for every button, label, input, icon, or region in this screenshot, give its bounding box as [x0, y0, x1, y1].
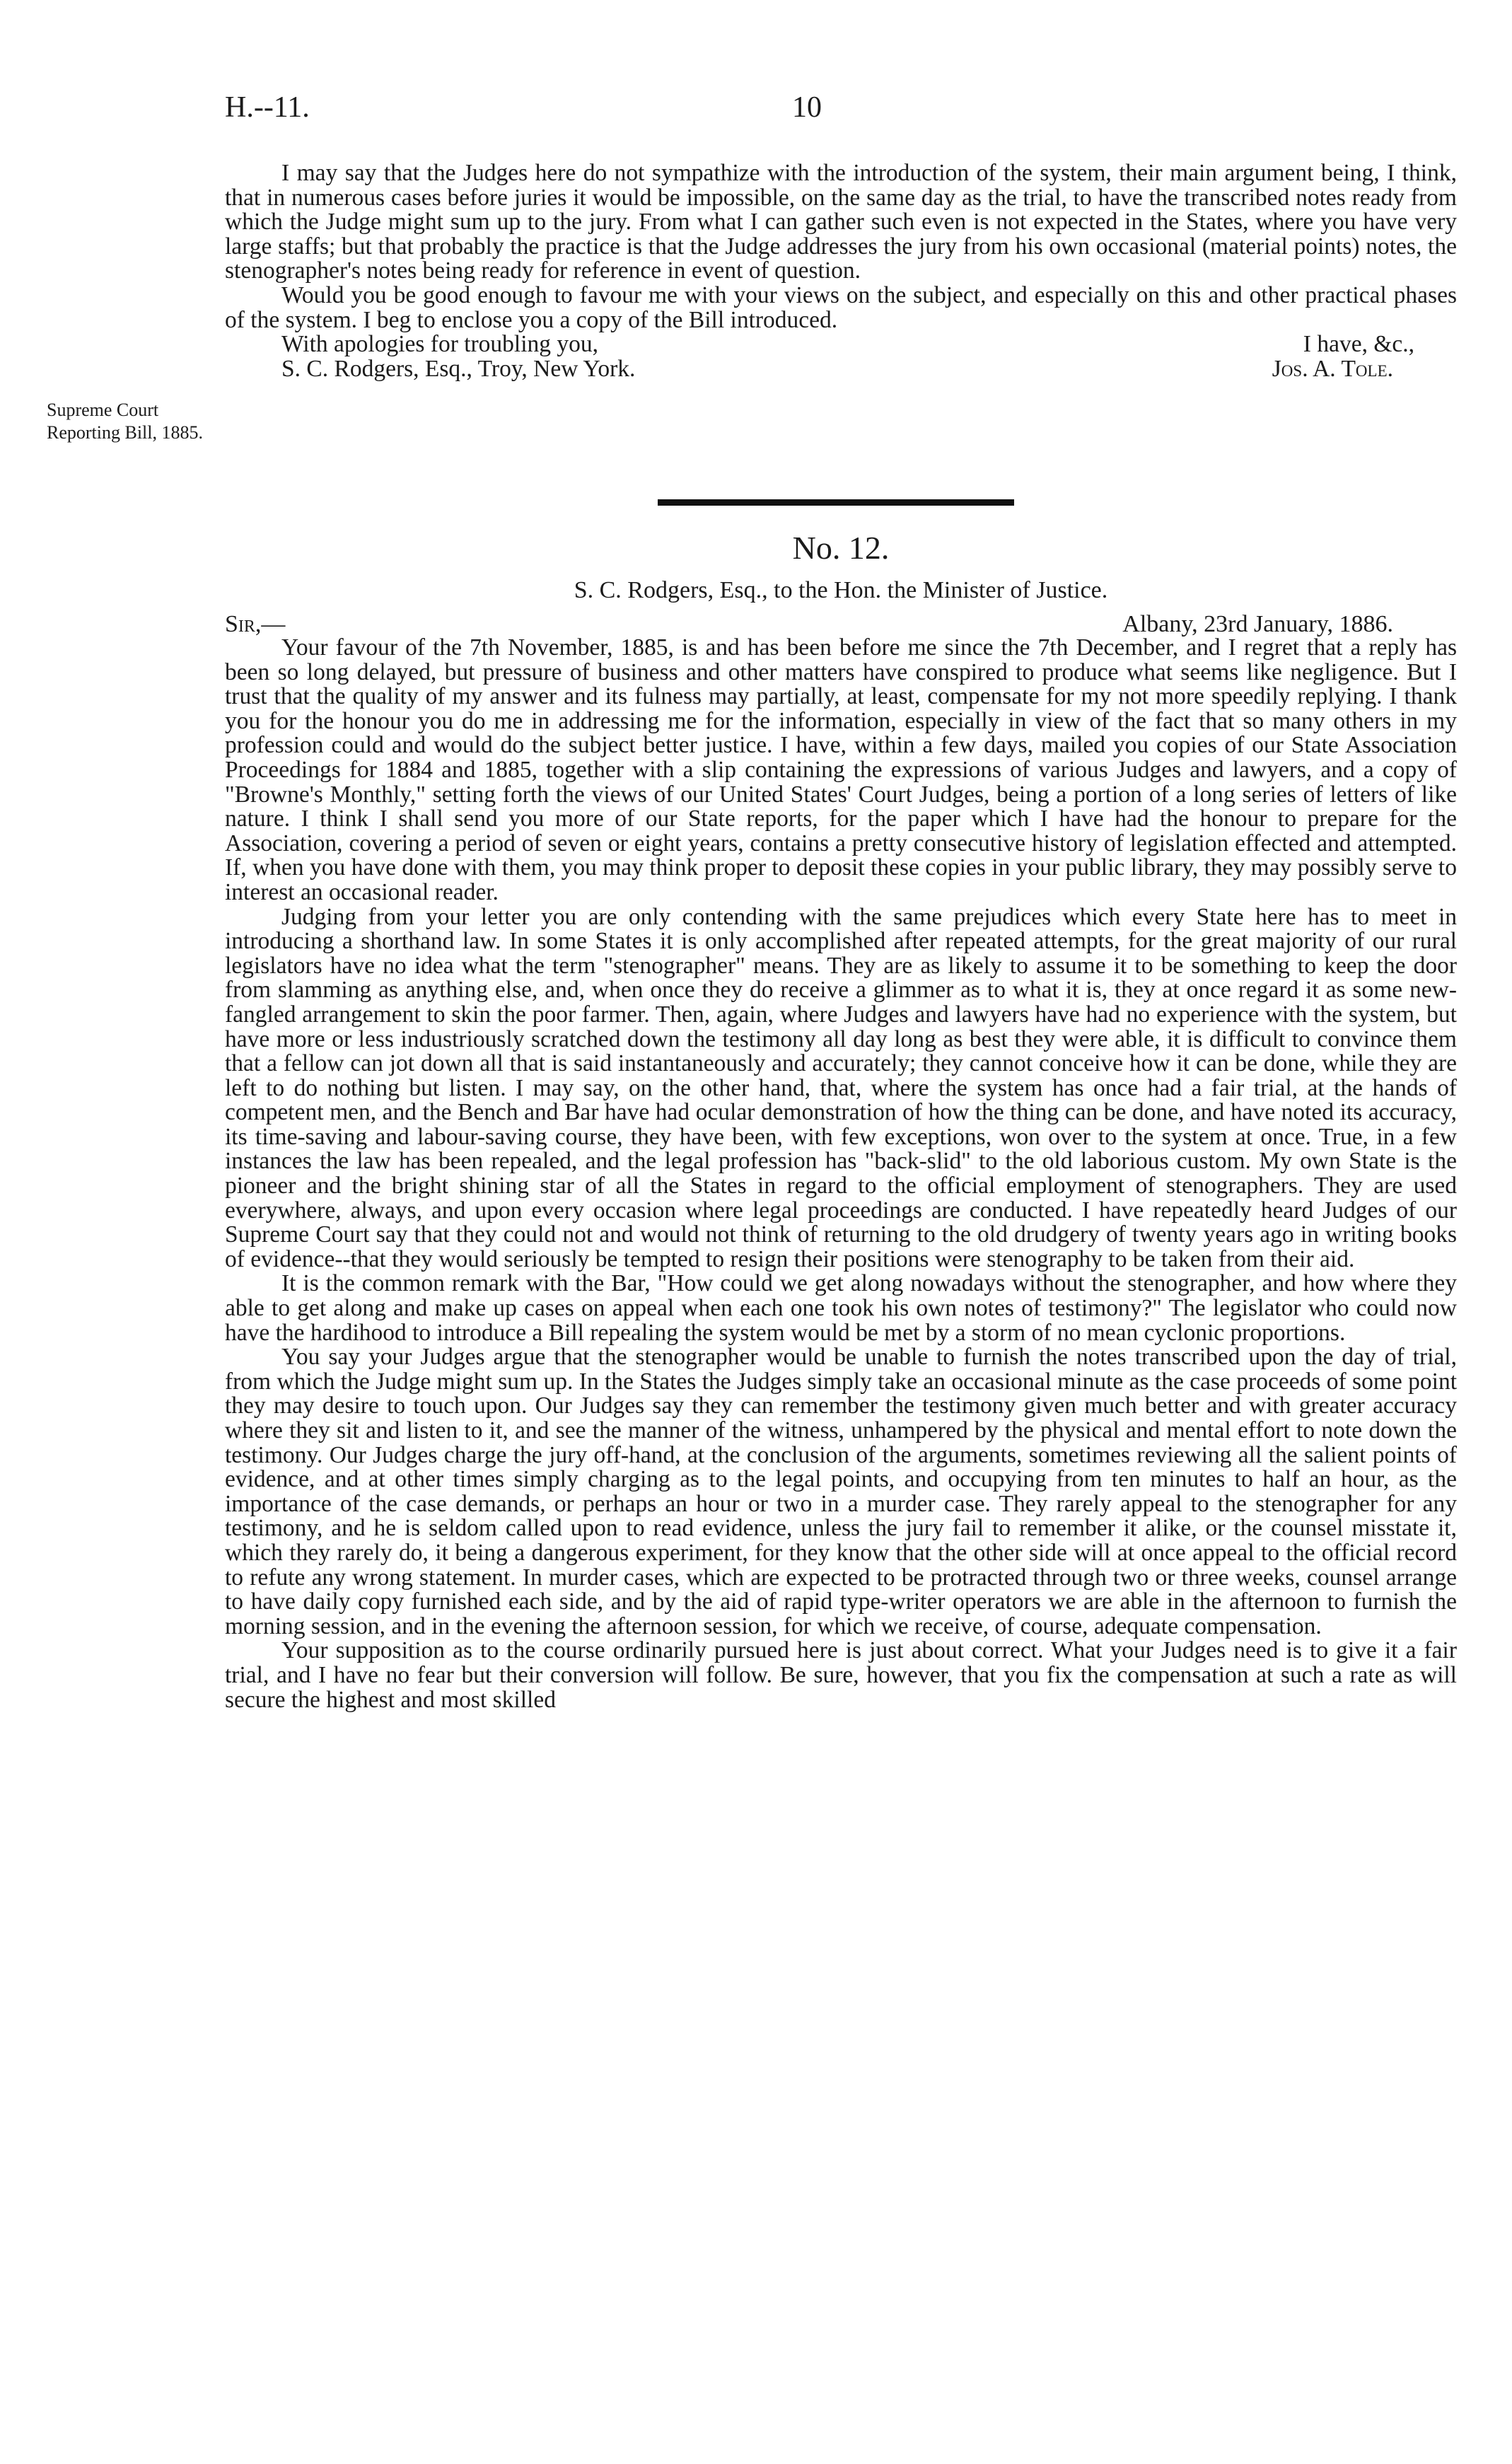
body-paragraph-5: Your supposition as to the course ordinarily pursued here is just about correct. What your Judges need is to give it a fair trial, and I have no fear but their conversion will follow. Be sure, however, that you fix the compensation at such a rate as will secure the highest and most skilled: [225, 1637, 1457, 1713]
body-paragraph-3: It is the common remark with the Bar, "How could we get along nowadays without the stenographer, and how where they able to get along and make up cases on appeal when each one took his own notes of testimony?" The legislator who could now have the hardihood to introduce a Bill repealing the system would be met by a storm of no mean cyclonic proportions.: [225, 1270, 1457, 1346]
addressee: S. C. Rodgers, Esq., Troy, New York.: [281, 355, 636, 382]
top-letter: [225, 161, 1457, 381]
signature: Jos. A. Tole.: [1272, 355, 1393, 382]
page-number: 10: [792, 91, 822, 124]
top-paragraph-2: Would you be good enough to favour me with your views on the subject, and especially on this and other practical phases of the system. I beg to enclose you a copy of the Bill introduced.: [225, 281, 1457, 333]
top-paragraph-1: I may say that the Judges here do not sympathize with the introduction of the system, their main argument being, I think, that in numerous cases before juries it would be impossible, on the same day as the trial, to have the transcribed notes ready from which the Judge might sum up to the jury. From what I can gather such even is not expected in the States, where you have very large staffs; but that probably the practice is that the Judge addresses the jury from his own occasional (material points) notes, the stenographer's notes being ready for reference in event of question.: [225, 160, 1457, 284]
closing-right: I have, &c.,: [1303, 331, 1414, 358]
letter-number: No. 12.: [792, 530, 890, 566]
body-paragraph-1: Your favour of the 7th November, 1885, is and has been before me since the 7th December, and I regret that a reply has been so long delayed, but pressure of business and other matters have conspired to produce what seems like negligence. But I trust that the quality of my answer and its fulness may partially, at least, compensate for my not more speedily replying. I thank you for the honour you do me in addressing me for the information, especially in view of the fact that so many others in my profession could and would do the subject better justice. I have, within a few days, mailed you copies of our State Association Proceedings for 1884 and 1885, together with a slip containing the expressions of various Judges and lawyers, and a copy of "Browne's Monthly," setting forth the views of our United States' Court Judges, being a portion of a long series of letters of like nature. I think I shall send you more of our State reports, for the paper which I have had the honour to prepare for the Association, covering a period of seven or eight years, contains a pretty consecutive history of legislation effected and attempted. If, when you have done with them, you may think proper to deposit these copies in your public library, they may possibly serve to interest an occasional reader.: [225, 634, 1457, 905]
closing-row: [225, 332, 1457, 357]
section-divider: [658, 499, 1014, 506]
margin-note: Supreme Court Reporting Bill, 1885.: [47, 400, 203, 443]
salutation: Sir,—: [225, 611, 286, 637]
body-paragraph-2: Judging from your letter you are only contending with the same prejudices which every State here has to meet in introducing a shorthand law. In some States it is only accomplished after repeated attempts, for the great majority of our rural legislators have no idea what the term "stenographer" means. They are as likely to assume it to be something to keep the door from slamming as anything else, and, when once they do receive a glimmer as to what it is, they at once regard it as some new-fangled arrangement to skin the poor farmer. Then, again, where Judges and lawyers have had no experience with the system, but have more or less industriously scratched down the testimony all day long as best they were able, it is difficult to convince them that a fellow can jot down all that is said instantaneously and accurately; they cannot conceive how it can be done, while they are left to do nothing but listen. I may say, on the other hand, that, where the system has once had a fair trial, at the hands of competent men, and the Bench and Bar have had ocular demonstration of how the thing can be done, and have noted its accuracy, its time-saving and labour-saving course, they have been, with few exceptions, won over to the system at once. True, in a few instances the law has been repealed, and the legal profession has "back-slid" to the old laborious custom. My own State is the pioneer and the bright shining star of all the States in regard to the official employment of stenographers. They are used everywhere, always, and upon every occasion where legal proceedings are conducted. I have repeatedly heard Judges of our Supreme Court say that they could not and would not think of returning to the old drudgery of twenty years ago in writing books of evidence--that they would seriously be tempted to resign their positions were stenography to be taken from their aid.: [225, 903, 1457, 1272]
document-code: H.--11.: [225, 91, 310, 124]
letter-body: [225, 636, 1457, 1712]
body-paragraph-4: You say your Judges argue that the stenographer would be unable to furnish the notes transcribed upon the day of trial, from which the Judge might sum up. In the States the Judges simply take an occasional minute as the case proceeds of some point they may desire to touch upon. Our Judges say they can remember the testimony given much better and with greater accuracy where they sit and listen to it, and see the manner of the witness, unhampered by the physical and mental effort to note down the testimony. Our Judges charge the jury off-hand, at the conclusion of the arguments, sometimes reviewing all the salient points of evidence, and at other times simply charging as to the legal points, and occupying from ten minutes to half an hour, as the importance of the case demands, or perhaps an hour or two in a murder case. They rarely appeal to the stenographer for any testimony, and he is seldom called upon to read evidence, unless the jury fail to remember it alike, or the counsel misstate it, which they rarely do, it being a dangerous experiment, for they know that the other side will at once appeal to the official record to refute any wrong statement. In murder cases, which are expected to be protracted through two or three weeks, counsel arrange to have daily copy furnished each side, and by the aid of rapid type-writer operators we are able in the afternoon to furnish the morning session, and in the evening the afternoon session, for which we receive, of course, adequate compensation.: [225, 1344, 1457, 1639]
letter-date: Albany, 23rd January, 1886.: [1122, 611, 1393, 637]
addressee-row: [225, 357, 1457, 382]
letter-subtitle: S. C. Rodgers, Esq., to the Hon. the Minister of Justice.: [574, 577, 1108, 603]
closing-left: With apologies for troubling you,: [281, 331, 599, 358]
